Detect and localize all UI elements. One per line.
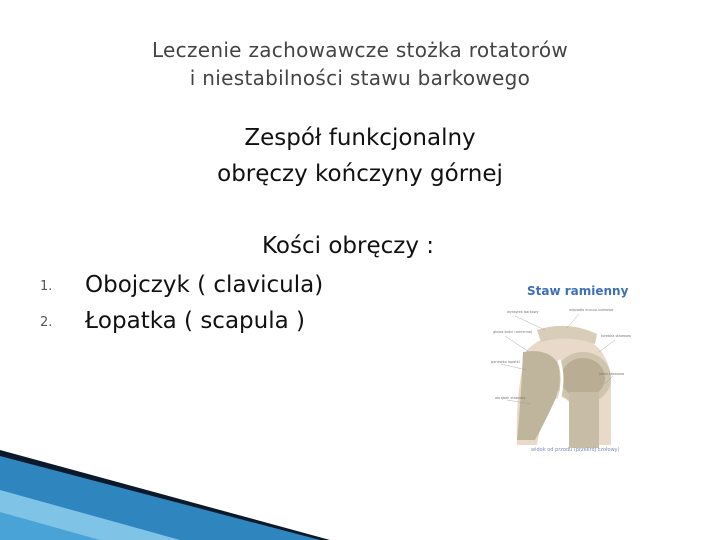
list-text: Obojczyk ( clavicula) xyxy=(85,272,324,298)
callout-label: głowa kości ramiennej xyxy=(493,330,533,334)
figure-caption: widok od przodu (przekrój czołowy) xyxy=(531,447,620,453)
subtitle-line-1: Zespół funkcjonalny xyxy=(244,125,476,151)
list-text: Łopatka ( scapula ) xyxy=(85,308,305,334)
bones-heading: Kości obręczy : xyxy=(262,233,435,259)
subtitle-line-2: obręczy kończyny górnej xyxy=(217,161,503,187)
callout-label: jama stawowa xyxy=(599,372,625,376)
list-number: 1. xyxy=(40,279,53,294)
callout-label: wyrostek barkowy xyxy=(507,310,539,314)
shoulder-joint-figure xyxy=(487,280,631,455)
slide-title-line-1: Leczenie zachowawcze stożka rotatorów xyxy=(151,38,569,62)
callout-label: panewka łopatki xyxy=(491,360,520,364)
callout-label: więzadło kruczo-barkowe xyxy=(569,308,614,312)
callout-label: obrąbek stawowy xyxy=(495,396,526,400)
slide-title-line-2: i niestabilności stawu barkowego xyxy=(189,66,531,90)
list-number: 2. xyxy=(40,315,53,330)
slide-title xyxy=(0,36,720,92)
slide-subtitle xyxy=(0,120,720,192)
decorative-corner-stripe xyxy=(0,450,330,540)
callout-label: torebka stawowa xyxy=(601,334,631,338)
figure-title: Staw ramienny xyxy=(527,284,629,298)
